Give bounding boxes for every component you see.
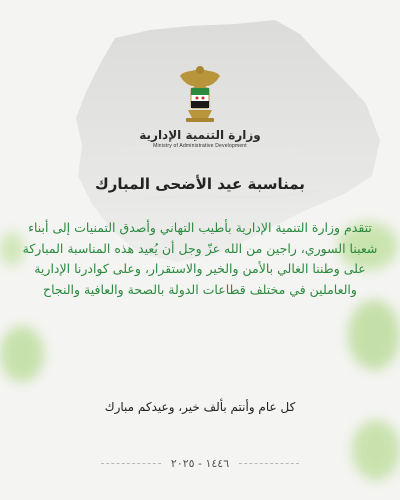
leaf-blur-right-bottom (352, 420, 400, 480)
occasion-headline: بمناسبة عيد الأضحى المبارك (95, 175, 305, 193)
leaf-blur-right-mid (348, 300, 400, 370)
eagle-emblem-icon (178, 62, 222, 124)
greeting-message: تتقدم وزارة التنمية الإدارية بأطيب التهاني وأصدق التمنيات إلى أبناء شعبنا السوري، راجين من الله عزّ وجل أن يُعيد هذه المناسبة المباركة على وطننا الغالي بالأمن والخير والاستقرار، وعلى كوادرنا الإدارية والعاملين في مختلف قطاعات الدولة بالصحة والعافية والنجاح (22, 220, 378, 297)
date-divider (60, 455, 340, 471)
ministry-logo-text (100, 128, 300, 149)
leaf-blur-left-mid (0, 326, 44, 382)
ministry-name-english: Ministry of Administrative Development (153, 143, 247, 149)
eid-wishes: كل عام وأنتم بألف خير، وعيدكم مبارك (104, 400, 296, 414)
divider-line-left (101, 463, 161, 464)
ministry-name-arabic: وزارة التنمية الإدارية (139, 128, 261, 142)
divider-line-right (239, 463, 299, 464)
date-label: ١٤٤٦ - ٢٠٢٥ (170, 456, 230, 470)
